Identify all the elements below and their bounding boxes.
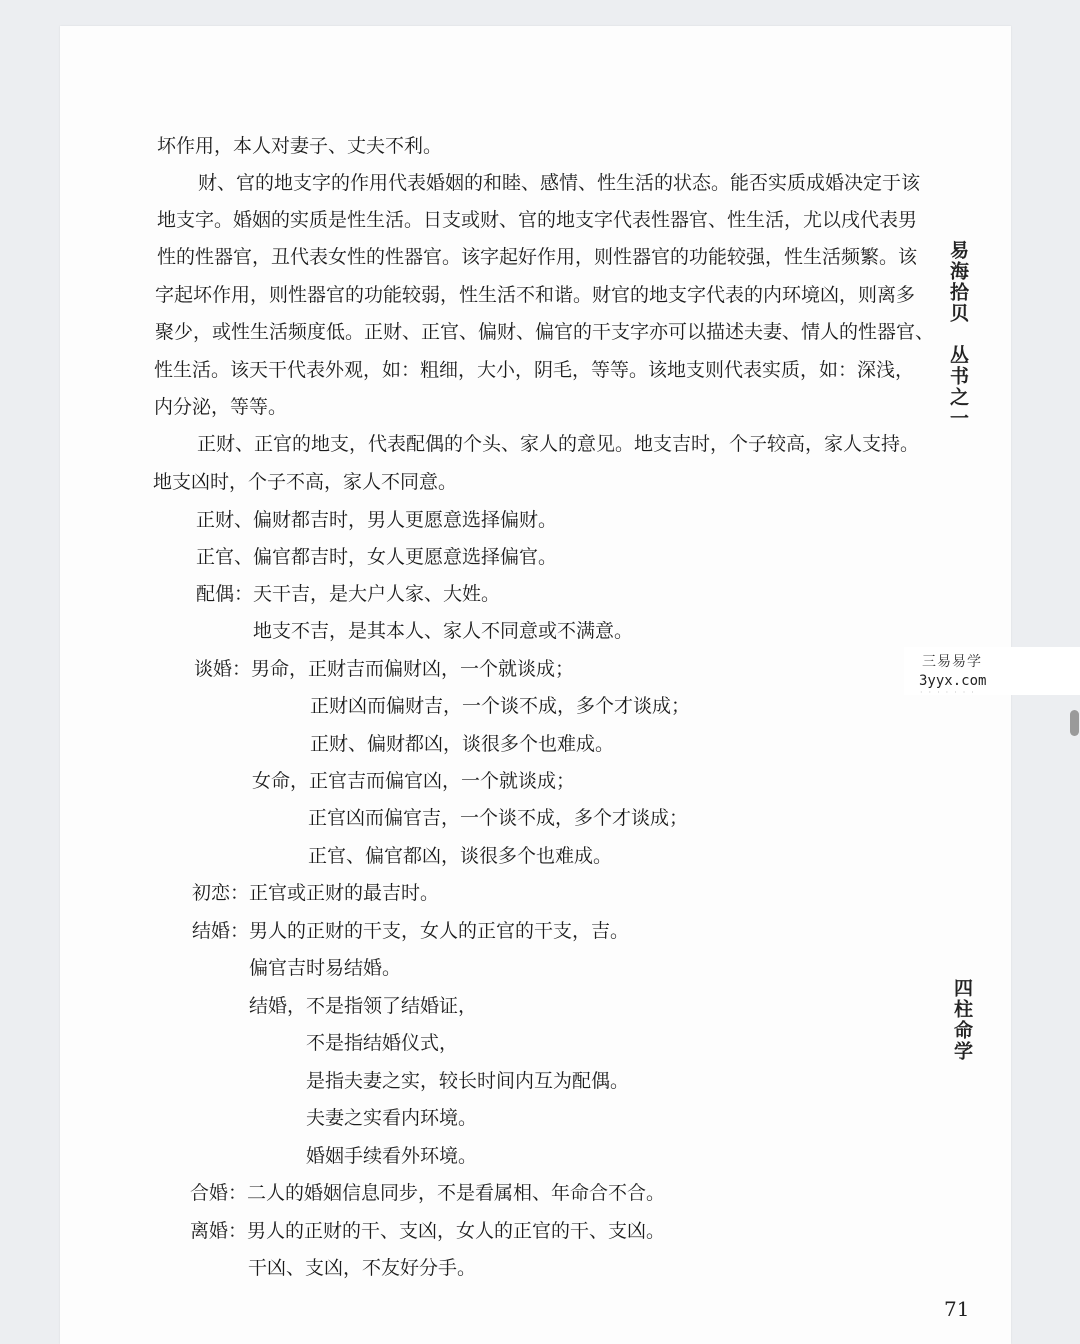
watermark-dots: ······· <box>920 688 980 697</box>
scrollbar-thumb[interactable] <box>1070 710 1079 736</box>
text-line: 初恋：正官或正财的最吉时。 <box>192 882 440 904</box>
book-page <box>60 26 1011 1344</box>
text-line: 坏作用，本人对妻子、丈夫不利。 <box>157 135 443 157</box>
text-line: 内分泌，等等。 <box>154 396 288 418</box>
book-title: 四柱命学 <box>951 978 973 1062</box>
text-line: 正官、偏官都吉时，女人更愿意选择偏官。 <box>196 546 558 568</box>
text-line: 偏官吉时易结婚。 <box>249 957 402 979</box>
text-line: 不是指结婚仪式， <box>306 1032 459 1054</box>
text-line: 配偶：天干吉，是大户人家、大姓。 <box>196 583 501 605</box>
text-line: 是指夫妻之实，较长时间内互为配偶。 <box>306 1070 630 1092</box>
text-line: 结婚：男人的正财的干支，女人的正官的干支，吉。 <box>192 920 630 942</box>
text-line: 性生活。该天干代表外观，如：粗细，大小，阴毛，等等。该地支则代表实质，如：深浅， <box>154 359 915 381</box>
text-line: 字起坏作用，则性器官的功能较弱，性生活不和谐。财官的地支字代表的内环境凶，则离多 <box>155 284 916 306</box>
text-line: 正财凶而偏财吉，一个谈不成，多个才谈成； <box>310 695 691 717</box>
text-line: 婚姻手续看外环境。 <box>306 1145 478 1167</box>
text-line: 夫妻之实看内环境。 <box>306 1107 478 1129</box>
text-line: 正官凶而偏官吉，一个谈不成，多个才谈成； <box>308 807 689 829</box>
series-title: 易海拾贝 丛书之一 <box>947 240 969 429</box>
text-line: 结婚，不是指领了结婚证， <box>249 995 478 1017</box>
text-line: 干凶、支凶，不友好分手。 <box>248 1257 477 1279</box>
text-line: 谈婚：男命，正财吉而偏财凶，一个就谈成； <box>194 658 575 680</box>
text-line: 聚少，或性生活频度低。正财、正官、偏财、偏官的干支字亦可以描述夫妻、情人的性器官、 <box>155 321 935 343</box>
text-line: 正财、偏财都吉时，男人更愿意选择偏财。 <box>196 509 558 531</box>
text-line: 合婚：二人的婚姻信息同步，不是看属相、年命合不合。 <box>190 1182 666 1204</box>
watermark-url: 3yyx.com <box>919 673 987 689</box>
text-line: 地支字。婚姻的实质是性生活。日支或财、官的地支字代表性器官、性生活，尤以戌代表男 <box>157 209 918 231</box>
text-line: 离婚：男人的正财的干、支凶，女人的正官的干、支凶。 <box>190 1220 666 1242</box>
watermark-cn: 三易易学 <box>922 654 982 670</box>
text-line: 正财、偏财都凶，谈很多个也难成。 <box>310 733 615 755</box>
page-number: 71 <box>944 1297 970 1321</box>
text-line: 正财、正官的地支，代表配偶的个头、家人的意见。地支吉时，个子较高，家人支持。 <box>197 433 920 455</box>
text-line: 财、官的地支字的作用代表婚姻的和睦、感情、性生活的状态。能否实质成婚决定于该 <box>198 172 921 194</box>
text-line: 性的性器官，丑代表女性的性器官。该字起好作用，则性器官的功能较强，性生活频繁。该 <box>157 246 918 268</box>
text-line: 女命，正官吉而偏官凶，一个就谈成； <box>252 770 576 792</box>
text-line: 地支不吉，是其本人、家人不同意或不满意。 <box>253 620 634 642</box>
text-line: 正官、偏官都凶，谈很多个也难成。 <box>308 845 613 867</box>
text-line: 地支凶时，个子不高，家人不同意。 <box>153 471 458 493</box>
